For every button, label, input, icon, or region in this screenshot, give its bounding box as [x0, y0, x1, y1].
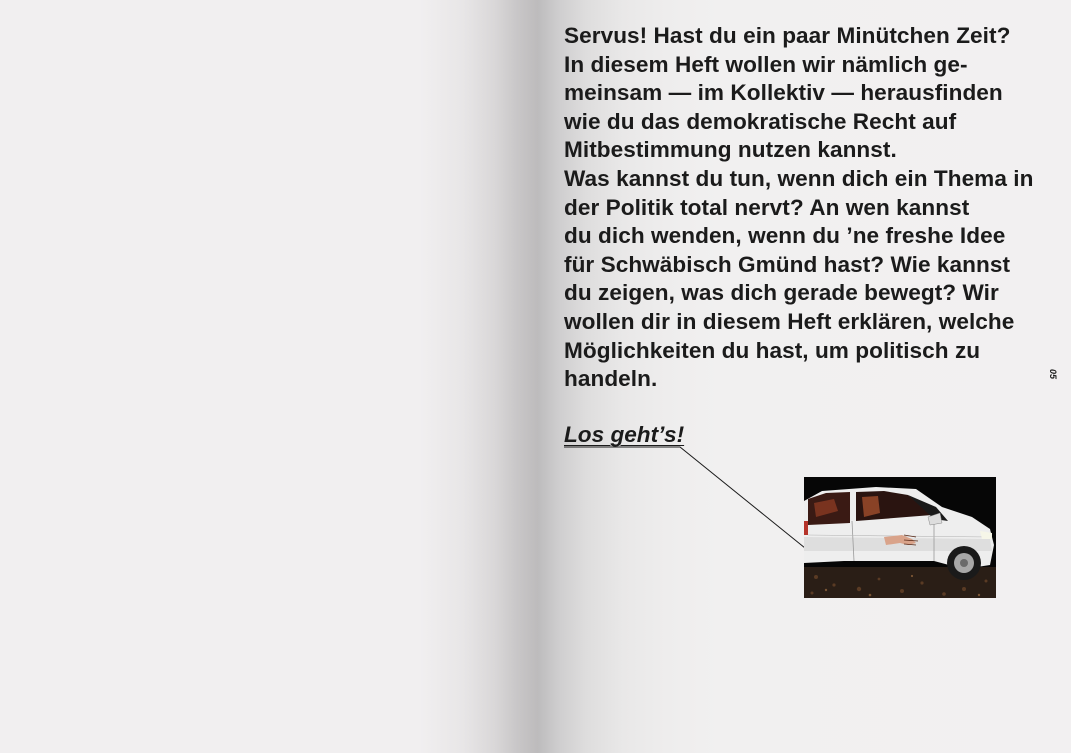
call-to-action: Los geht’s! [564, 422, 685, 447]
text-line: Möglichkeiten du hast, um politisch zu [564, 337, 981, 363]
text-line: du zeigen, was dich gerade bewegt? Wir [564, 280, 999, 306]
text-line: wollen dir in diesem Heft erklären, welche [564, 308, 1015, 334]
text-line: für Schwäbisch Gmünd hast? Wie kannst [564, 251, 1011, 277]
text-line: der Politik total nervt? An wen kannst [564, 194, 970, 220]
text-line: wie du das demokratische Recht auf [564, 108, 957, 134]
text-line: handeln. [564, 366, 658, 392]
intro-text [564, 22, 1034, 394]
page-number: 05 [1048, 368, 1058, 379]
text-line: Servus! Hast du ein paar Minütchen Zeit? [564, 23, 1011, 48]
text-line: Mitbestimmung nutzen kannst. [564, 137, 897, 163]
text-line: meinsam — im Kollektiv — herausfinden [564, 80, 1003, 106]
text-line: Was kannst du tun, wenn dich ein Thema in [564, 165, 1034, 191]
text-line: du dich wenden, wenn du ’ne freshe Idee [564, 223, 1006, 249]
car-photo [804, 477, 996, 598]
text-line: In diesem Heft wollen wir nämlich ge- [564, 51, 968, 77]
